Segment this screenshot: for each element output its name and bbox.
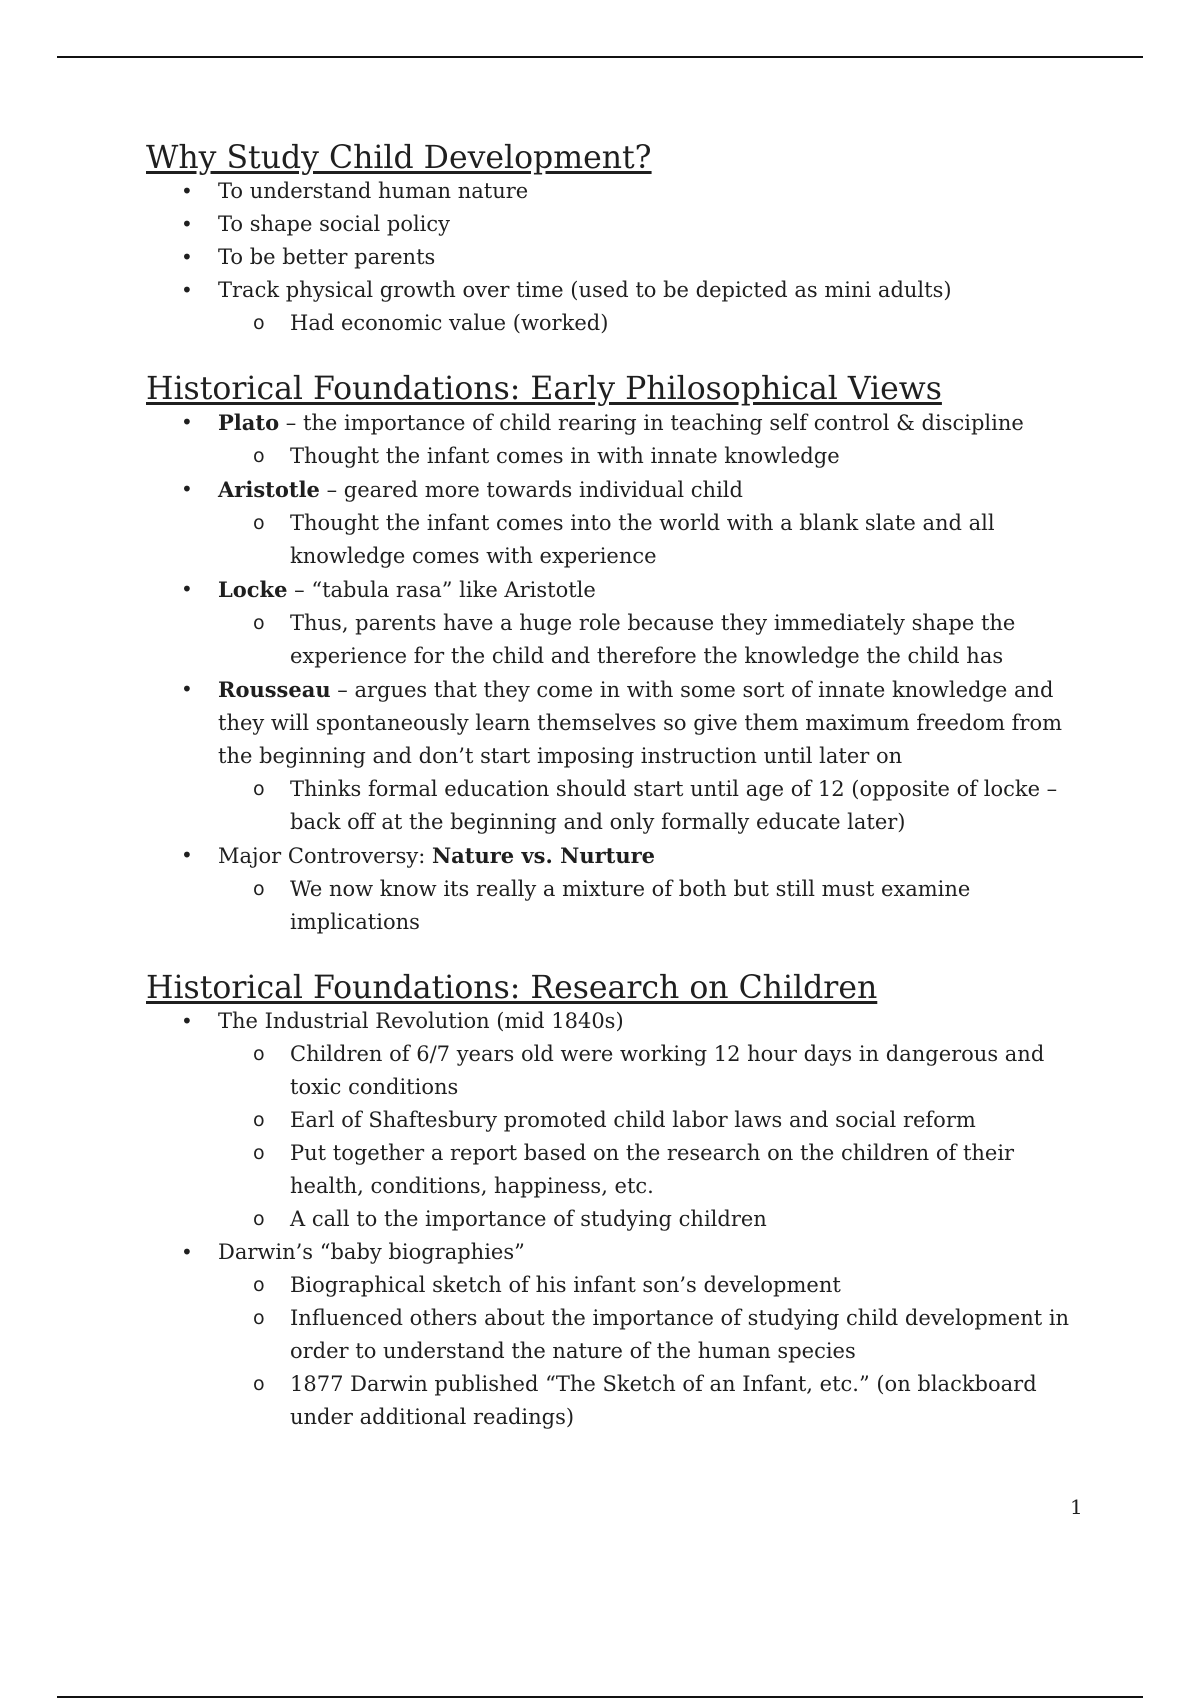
section-research-on-children [146, 972, 1086, 1434]
list-item [146, 473, 1086, 573]
sub-item: o A call to the importance of studying children [218, 1203, 1086, 1236]
sub-list [218, 440, 1086, 473]
sub-item: o Thinks formal education should start until age of 12 (opposite of locke – back off at the beginning and only formally educate later) [218, 773, 1086, 839]
sub-list [218, 1038, 1086, 1236]
item-text: – geared more towards individual child [319, 478, 743, 502]
sub-item: o Put together a report based on the research on the children of their health, conditions, happiness, etc. [218, 1137, 1086, 1203]
section-heading: Historical Foundations: Research on Children [146, 970, 878, 1006]
list-item [146, 241, 1086, 274]
list-item [146, 175, 1086, 208]
item-text: – the importance of child rearing in teaching self control & discipline [279, 411, 1024, 435]
list-item [146, 1236, 1086, 1434]
sub-item: o Earl of Shaftesbury promoted child labor laws and social reform [218, 1104, 1086, 1137]
page-number: 1 [1070, 1495, 1083, 1519]
item-text: Track physical growth over time (used to be depicted as mini adults) [218, 278, 952, 302]
section-heading: Why Study Child Development? [146, 140, 652, 176]
philosopher-name: Locke [218, 577, 288, 602]
document-body [146, 142, 1086, 1467]
philosopher-name: Aristotle [218, 477, 320, 502]
sub-item: o Influenced others about the importance of studying child development in order to understand the nature of the human species [218, 1302, 1086, 1368]
sub-item: o Thus, parents have a huge role because they immediately shape the experience for the child and therefore the knowledge the child has [218, 607, 1086, 673]
section-why-study [146, 142, 1086, 340]
controversy-name: Nature vs. Nurture [431, 843, 656, 868]
philosopher-name: Plato [218, 410, 280, 435]
list-item [146, 208, 1086, 241]
list-item [146, 673, 1086, 839]
item-text: To understand human nature [218, 179, 529, 203]
item-text: To shape social policy [218, 212, 451, 236]
bullet-list [146, 1005, 1086, 1434]
sub-item: o Children of 6/7 years old were working 12 hour days in dangerous and toxic conditions [218, 1038, 1086, 1104]
item-text: – argues that they come in with some sort of innate knowledge and they will spontaneously learn themselves so give them maximum freedom from the beginning and don’t start imposing instruction until later on [218, 678, 1063, 768]
list-item [146, 1005, 1086, 1236]
item-text: Major Controversy: [218, 844, 432, 868]
bullet-list [146, 175, 1086, 340]
sub-item: o We now know its really a mixture of both but still must examine implications [218, 873, 1086, 939]
sub-list [218, 1269, 1086, 1434]
sub-list [218, 507, 1086, 573]
list-item [146, 839, 1086, 939]
item-text: The Industrial Revolution (mid 1840s) [218, 1009, 624, 1033]
sub-item: o Thought the infant comes in with innate knowledge [218, 440, 1086, 473]
bullet-list [146, 406, 1086, 939]
section-philosophical-views [146, 373, 1086, 939]
sub-item: o Thought the infant comes into the world with a blank slate and all knowledge comes with experience [218, 507, 1086, 573]
list-item [146, 406, 1086, 473]
philosopher-name: Rousseau [218, 677, 331, 702]
item-text: Darwin’s “baby biographies” [218, 1240, 525, 1264]
sub-list [218, 773, 1086, 839]
footer-rule [57, 1696, 1143, 1698]
list-item [146, 274, 1086, 340]
sub-item: o Had economic value (worked) [218, 307, 1086, 340]
sub-item: o 1877 Darwin published “The Sketch of an Infant, etc.” (on blackboard under additional readings) [218, 1368, 1086, 1434]
item-text: – “tabula rasa” like Aristotle [287, 578, 596, 602]
sub-item: o Biographical sketch of his infant son’s development [218, 1269, 1086, 1302]
section-heading: Historical Foundations: Early Philosophical Views [146, 371, 942, 407]
sub-list [218, 607, 1086, 673]
header-rule [57, 56, 1143, 58]
sub-list [218, 873, 1086, 939]
list-item [146, 573, 1086, 673]
item-text: To be better parents [218, 245, 436, 269]
sub-list [218, 307, 1086, 340]
